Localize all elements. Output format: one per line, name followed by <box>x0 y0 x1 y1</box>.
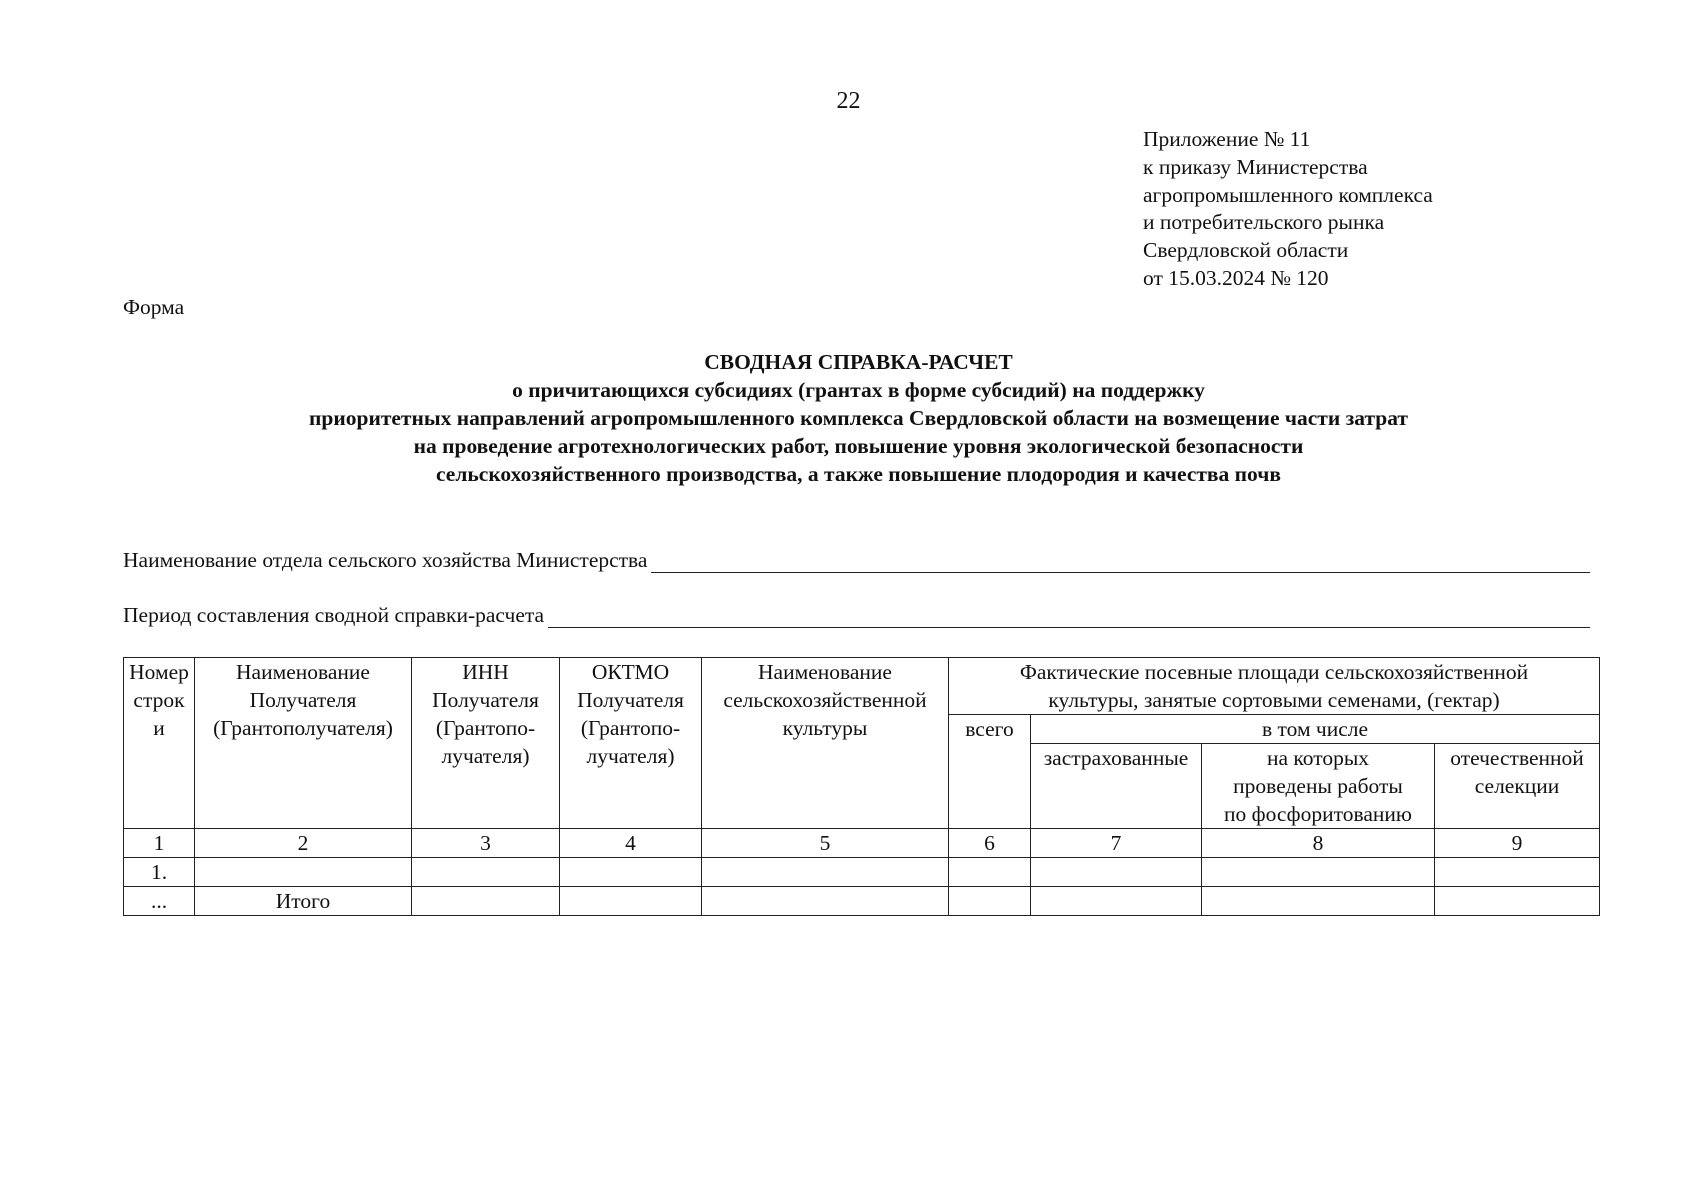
summary-table <box>123 657 1600 916</box>
document-title <box>0 348 1697 488</box>
column-number: 3 <box>412 829 560 858</box>
total-label-cell: Итого <box>195 887 412 916</box>
page-number: 22 <box>836 88 861 114</box>
column-number: 4 <box>560 829 702 858</box>
department-blank-line[interactable] <box>651 552 1590 573</box>
row-number-cell: ... <box>124 887 195 916</box>
period-label: Период составления сводной справки-расчета <box>123 603 545 627</box>
title-line: приоритетных направлений агропромышленного комплекса Свердловской области на возмещение части затрат <box>309 406 1408 430</box>
recipient-name-cell[interactable] <box>195 858 412 887</box>
title-line: сельскохозяйственного производства, а также повышение плодородия и качества почв <box>436 462 1281 486</box>
header-including: в том числе <box>1031 715 1600 744</box>
insured-cell[interactable] <box>1031 858 1202 887</box>
header-sown-areas: Фактические посевные площади сельскохозяйственной культуры, занятые сортовыми семенами, (гектар) <box>949 658 1600 715</box>
appendix-line: Приложение № 11 <box>1143 127 1311 151</box>
appendix-line: от 15.03.2024 № 120 <box>1143 265 1329 290</box>
phosphorite-cell[interactable] <box>1202 887 1435 916</box>
total-cell[interactable] <box>949 887 1031 916</box>
period-field <box>123 603 1590 628</box>
period-blank-line[interactable] <box>548 607 1590 628</box>
column-number: 2 <box>195 829 412 858</box>
phosphorite-cell[interactable] <box>1202 858 1435 887</box>
inn-cell[interactable] <box>412 887 560 916</box>
header-domestic-selection: отечественной селекции <box>1435 744 1600 829</box>
oktmo-cell[interactable] <box>560 858 702 887</box>
inn-cell[interactable] <box>412 858 560 887</box>
header-insured: застрахованные <box>1031 744 1202 829</box>
title-line: на проведение агротехнологических работ, повышение уровня экологической безопасности <box>413 434 1304 458</box>
title-line: о причитающихся субсидиях (грантах в форме субсидий) на поддержку <box>512 378 1205 402</box>
title-heading: СВОДНАЯ СПРАВКА-РАСЧЕТ <box>704 350 1013 374</box>
oktmo-cell[interactable] <box>560 887 702 916</box>
table-row-total <box>124 887 1600 916</box>
appendix-line: и потребительского рынка <box>1143 210 1385 235</box>
appendix-block <box>1143 126 1433 293</box>
header-recipient-name: Наименование Получателя (Грантополучателя) <box>195 658 412 829</box>
header-phosphorite: на которых проведены работы по фосфоритованию <box>1202 744 1435 829</box>
header-crop-name: Наименование сельскохозяйственной культуры <box>702 658 949 829</box>
department-label: Наименование отдела сельского хозяйства Министерства <box>123 548 648 572</box>
crop-name-cell[interactable] <box>702 858 949 887</box>
column-number: 1 <box>124 829 195 858</box>
table-row <box>124 858 1600 887</box>
header-inn: ИНН Получателя (Грантопо- лучателя) <box>412 658 560 829</box>
column-number: 8 <box>1202 829 1435 858</box>
total-cell[interactable] <box>949 858 1031 887</box>
column-number-row <box>124 829 1600 858</box>
appendix-line: к приказу Министерства <box>1143 154 1368 179</box>
domestic-cell[interactable] <box>1435 887 1600 916</box>
column-number: 7 <box>1031 829 1202 858</box>
header-row-number: Номер строк и <box>124 658 195 829</box>
row-number-cell: 1. <box>124 858 195 887</box>
department-field <box>123 548 1590 573</box>
insured-cell[interactable] <box>1031 887 1202 916</box>
crop-name-cell[interactable] <box>702 887 949 916</box>
appendix-line: агропромышленного комплекса <box>1143 182 1433 207</box>
header-oktmo: ОКТМО Получателя (Грантопо- лучателя) <box>560 658 702 829</box>
form-label: Форма <box>123 295 185 319</box>
column-number: 6 <box>949 829 1031 858</box>
column-number: 9 <box>1435 829 1600 858</box>
header-total: всего <box>949 715 1031 829</box>
appendix-line: Свердловской области <box>1143 238 1349 263</box>
domestic-cell[interactable] <box>1435 858 1600 887</box>
column-number: 5 <box>702 829 949 858</box>
